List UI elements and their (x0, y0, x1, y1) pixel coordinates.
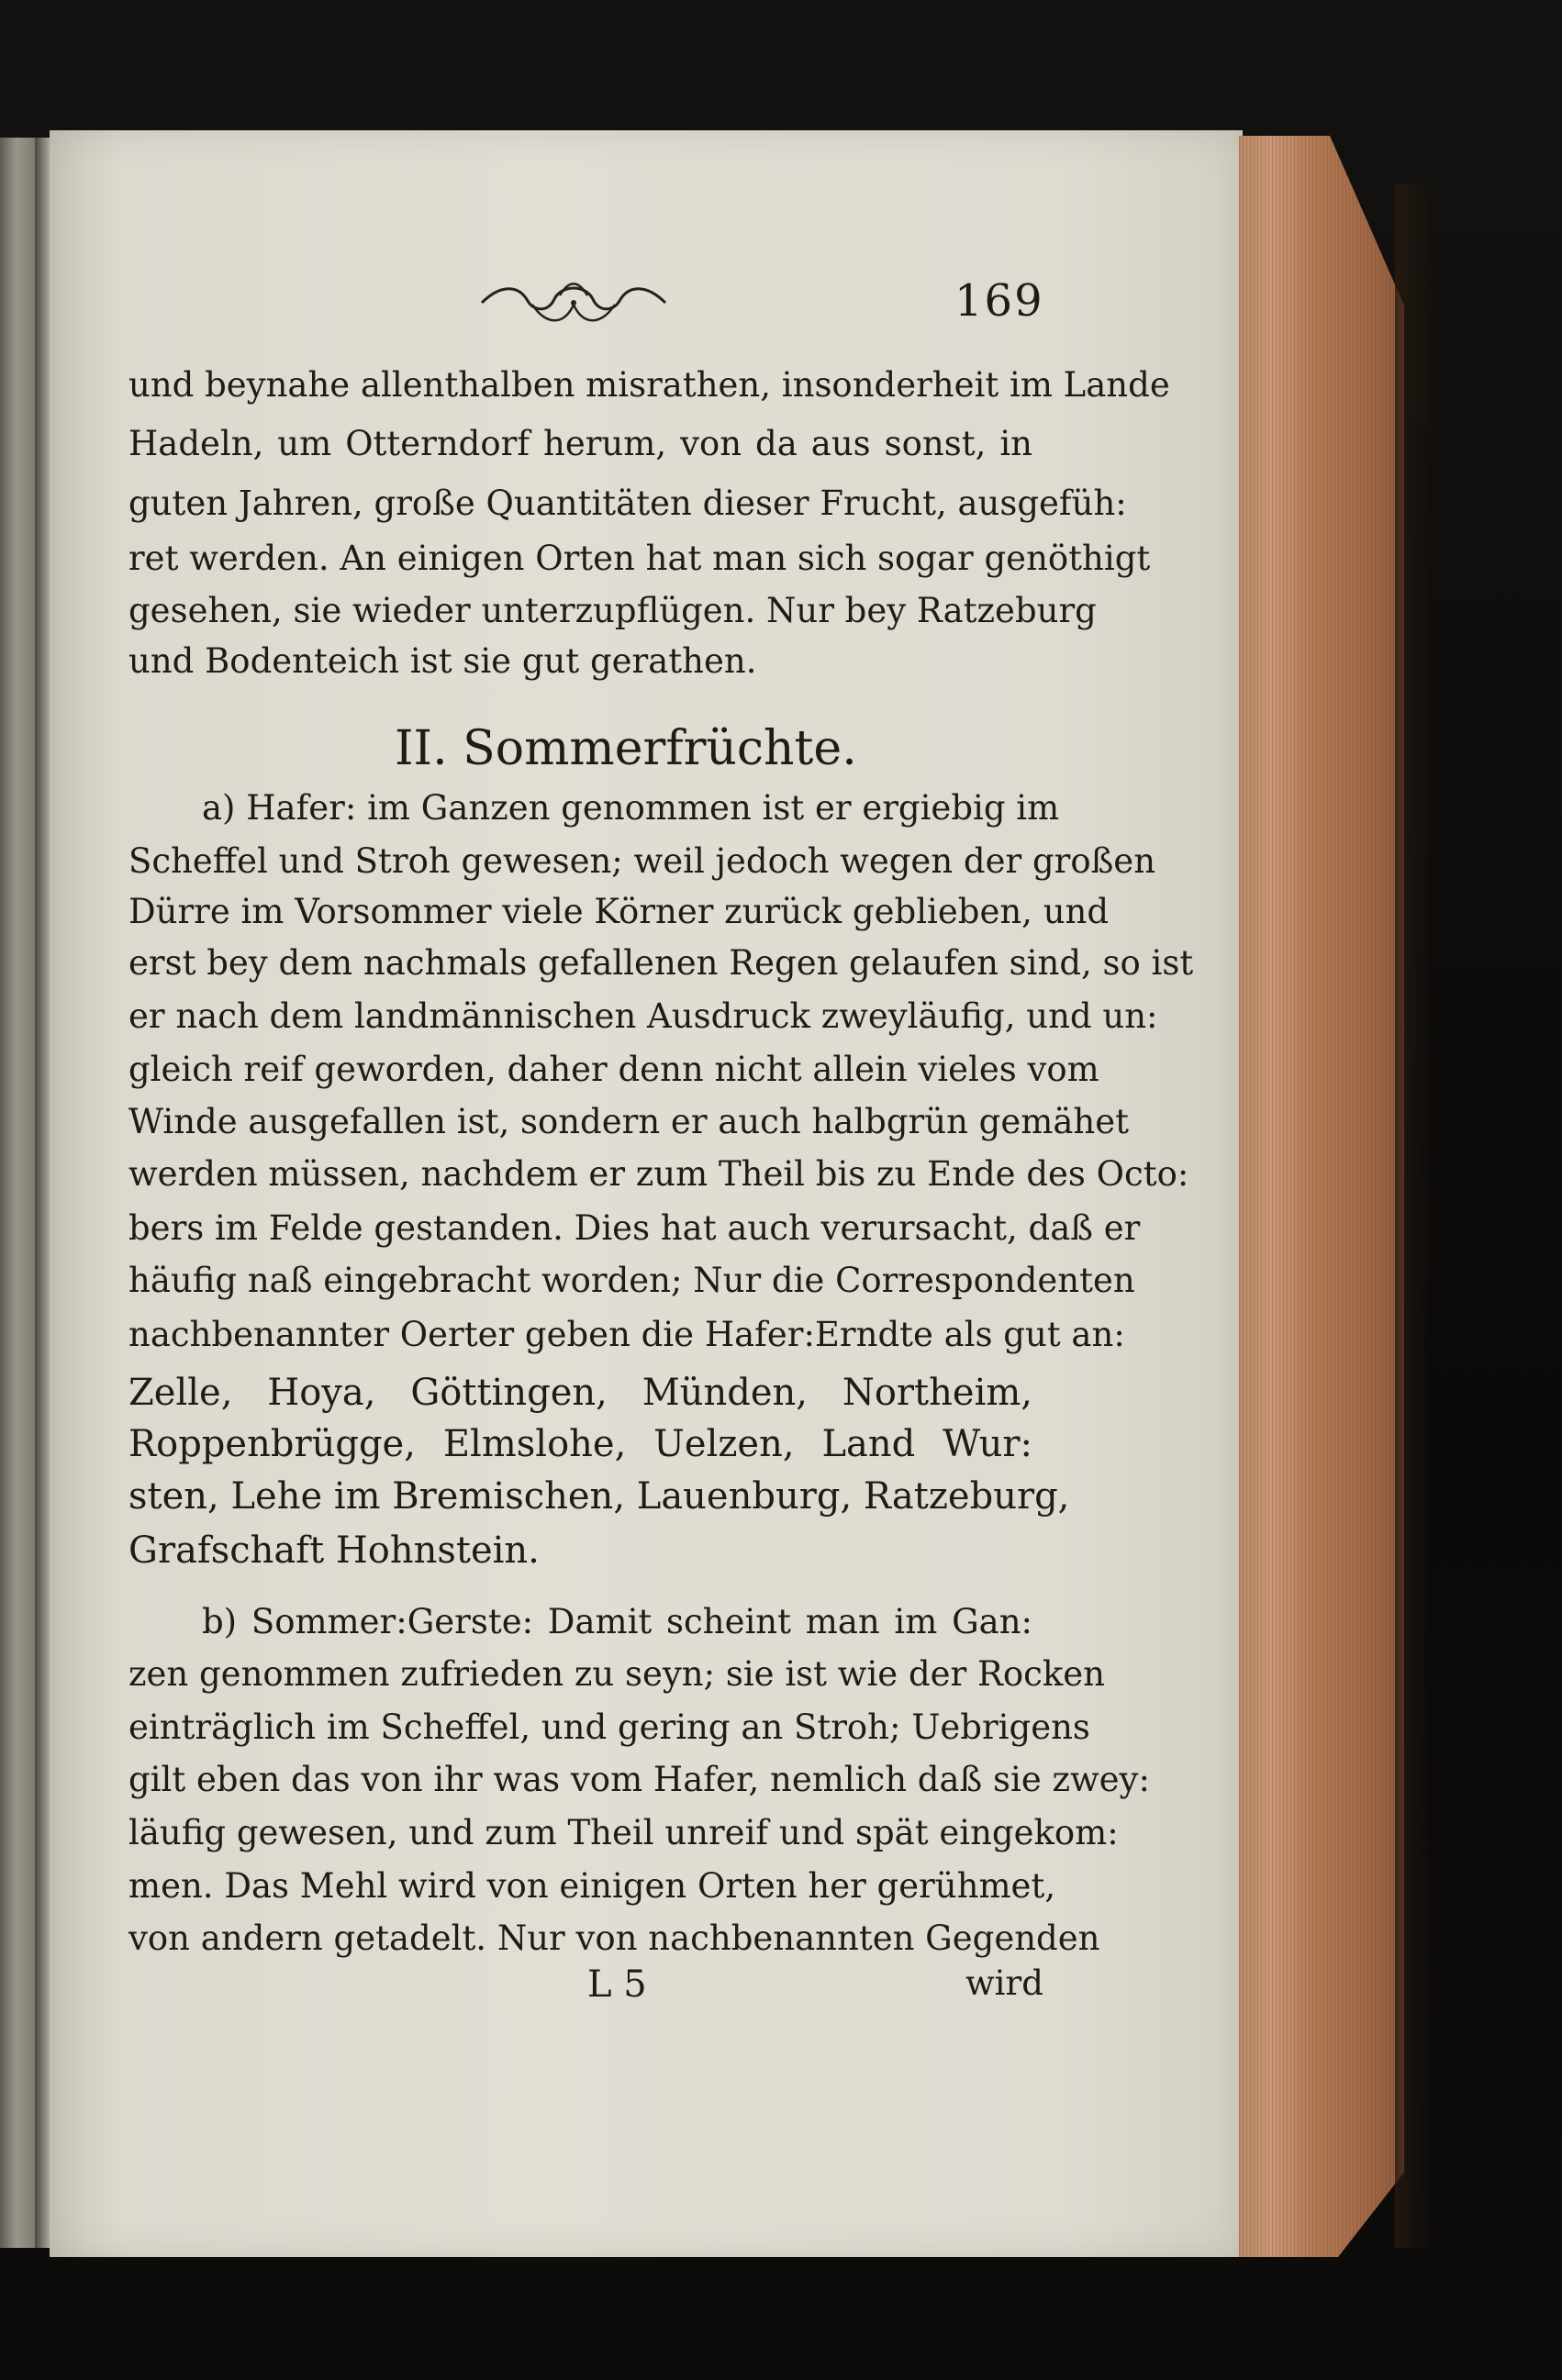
text-line: a) Hafer: im Ganzen genommen ist er ergiebig im (202, 788, 1060, 828)
text-line: b) Sommer:Gerste: Damit scheint man im Gan: (202, 1602, 1032, 1641)
section-heading: II. Sommerfrüchte. (395, 721, 857, 776)
text-line: ret werden. An einigen Orten hat man sich sogar genöthigt (128, 539, 1151, 578)
text-line: läufig gewesen, und zum Theil unreif und spät eingekom: (128, 1813, 1119, 1852)
text-line: erst bey dem nachmals gefallenen Regen gelaufen sind, so ist (128, 943, 1194, 983)
text-line: men. Das Mehl wird von einigen Orten her gerühmet, (128, 1866, 1056, 1906)
decorative-ornament-icon (477, 275, 670, 330)
catchword: wird (965, 1963, 1043, 2003)
text-line: sten, Lehe im Bremischen, Lauenburg, Ratzeburg, (128, 1475, 1070, 1518)
text-line: gesehen, sie wieder unterzupflügen. Nur bey Ratzeburg (128, 591, 1097, 630)
text-line: gilt eben das von ihr was vom Hafer, nemlich daß sie zwey: (128, 1760, 1150, 1799)
text-line: nachbenannter Oerter geben die Hafer:Erndte als gut an: (128, 1315, 1125, 1354)
text-line: einträglich im Scheffel, und gering an Stroh; Uebrigens (128, 1707, 1090, 1747)
text-line: Roppenbrügge, Elmslohe, Uelzen, Land Wur: (128, 1423, 1032, 1465)
text-line: von andern getadelt. Nur von nachbenannten Gegenden (128, 1918, 1100, 1958)
text-line: und beynahe allenthalben misrathen, insonderheit im Lande (128, 365, 1170, 405)
page-block-edge (1239, 136, 1404, 2257)
text-line: Hadeln, um Otterndorf herum, von da aus sonst, in (128, 424, 1032, 463)
page-number: 169 (954, 275, 1044, 327)
text-line: werden müssen, nachdem er zum Theil bis zu Ende des Octo: (128, 1154, 1189, 1194)
page-block-shadow (1395, 184, 1432, 2248)
text-line: und Bodenteich ist sie gut gerathen. (128, 641, 757, 681)
text-line: guten Jahren, große Quantitäten dieser Frucht, ausgefüh: (128, 484, 1127, 523)
text-line: Dürre im Vorsommer viele Körner zurück geblieben, und (128, 892, 1110, 931)
left-page-edge (0, 138, 37, 2248)
text-line: er nach dem landmännischen Ausdruck zweyläufig, und un: (128, 996, 1158, 1036)
text-line: Zelle, Hoya, Göttingen, Münden, Northeim, (128, 1372, 1032, 1414)
text-line: häufig naß eingebracht worden; Nur die Correspondenten (128, 1261, 1135, 1300)
text-line: Scheffel und Stroh gewesen; weil jedoch wegen der großen (128, 841, 1156, 881)
text-line: zen genommen zufrieden zu seyn; sie ist wie der Rocken (128, 1654, 1105, 1694)
text-line: Grafschaft Hohnstein. (128, 1529, 540, 1572)
signature-mark: L 5 (587, 1963, 647, 2006)
text-line: bers im Felde gestanden. Dies hat auch verursacht, daß er (128, 1208, 1141, 1248)
text-line: Winde ausgefallen ist, sondern er auch halbgrün gemähet (128, 1102, 1129, 1141)
text-line: gleich reif geworden, daher denn nicht allein vieles vom (128, 1050, 1099, 1089)
